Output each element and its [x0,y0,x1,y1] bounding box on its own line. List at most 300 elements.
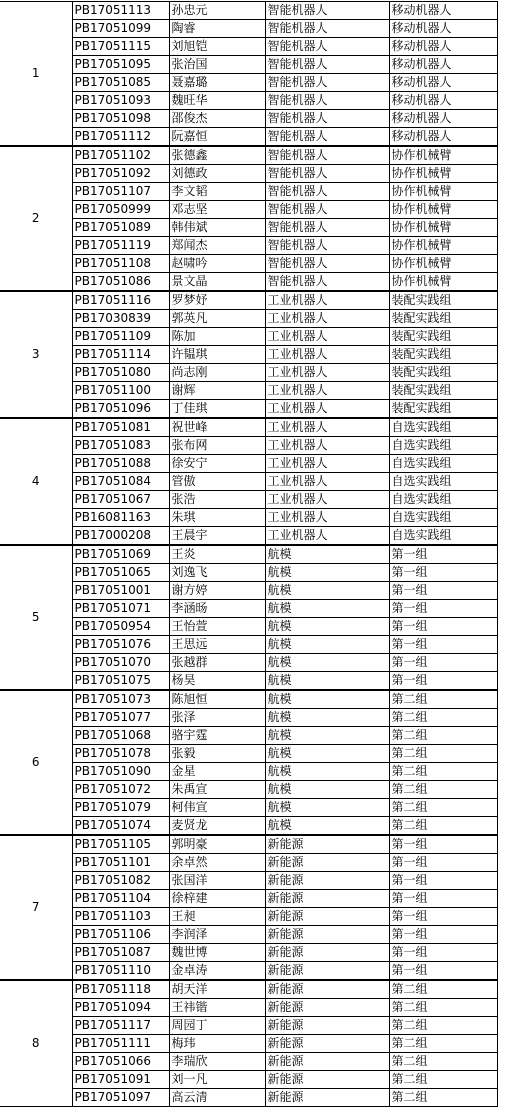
student-name-cell: 张泽 [169,709,265,727]
project-cell: 航模 [265,690,389,709]
table-row [0,74,497,92]
table-row [0,219,497,237]
project-cell: 航模 [265,618,389,636]
subgroup-cell: 自选实践组 [389,527,497,546]
student-name-cell: 徐安宁 [169,455,265,473]
subgroup-cell: 移动机器人 [389,2,497,20]
project-cell: 航模 [265,781,389,799]
table-row [0,310,497,328]
student-name-cell: 张治国 [169,56,265,74]
student-id-cell: PB17051079 [72,799,169,817]
student-name-cell: 高云清 [169,1089,265,1107]
student-name-cell: 郭明豪 [169,835,265,854]
table-row [0,273,497,292]
project-cell: 工业机器人 [265,400,389,419]
student-id-cell: PB17051066 [72,1053,169,1071]
subgroup-cell: 装配实践组 [389,400,497,419]
table-row [0,56,497,74]
subgroup-cell: 移动机器人 [389,110,497,128]
project-cell: 智能机器人 [265,237,389,255]
student-name-cell: 谢方婷 [169,582,265,600]
table-row [0,745,497,763]
student-name-cell: 余卓然 [169,854,265,872]
project-cell: 工业机器人 [265,418,389,437]
subgroup-cell: 协作机械臂 [389,273,497,292]
table-row [0,545,497,564]
table-row [0,20,497,38]
subgroup-cell: 第一组 [389,636,497,654]
student-id-cell: PB17051084 [72,473,169,491]
table-row [0,1017,497,1035]
student-name-cell: 梅玮 [169,1035,265,1053]
student-name-cell: 祝世峰 [169,418,265,437]
subgroup-cell: 第一组 [389,835,497,854]
student-id-cell: PB17051108 [72,255,169,273]
project-cell: 新能源 [265,835,389,854]
student-name-cell: 李涵旸 [169,600,265,618]
student-name-cell: 赵啸吟 [169,255,265,273]
student-name-cell: 刘逸飞 [169,564,265,582]
project-cell: 新能源 [265,962,389,981]
project-cell: 新能源 [265,1053,389,1071]
table-row [0,799,497,817]
subgroup-cell: 第二组 [389,1071,497,1089]
student-id-cell: PB17051113 [72,2,169,20]
subgroup-cell: 第二组 [389,999,497,1017]
project-cell: 工业机器人 [265,491,389,509]
group-number-cell: 4 [0,418,72,545]
student-id-cell: PB17050954 [72,618,169,636]
student-id-cell: PB17051072 [72,781,169,799]
student-name-cell: 李瑞欣 [169,1053,265,1071]
subgroup-cell: 协作机械臂 [389,237,497,255]
table-row [0,908,497,926]
project-cell: 智能机器人 [265,92,389,110]
student-name-cell: 邓志坚 [169,201,265,219]
table-row [0,672,497,691]
subgroup-cell: 装配实践组 [389,310,497,328]
project-cell: 航模 [265,636,389,654]
group-number-cell: 1 [0,2,72,147]
student-id-cell: PB17051106 [72,926,169,944]
group-number-cell: 2 [0,146,72,291]
subgroup-cell: 自选实践组 [389,455,497,473]
project-cell: 智能机器人 [265,2,389,20]
project-cell: 智能机器人 [265,128,389,147]
student-id-cell: PB17051115 [72,38,169,56]
subgroup-cell: 第一组 [389,582,497,600]
student-id-cell: PB17051077 [72,709,169,727]
student-id-cell: PB17051076 [72,636,169,654]
student-name-cell: 杨昊 [169,672,265,691]
project-cell: 智能机器人 [265,56,389,74]
subgroup-cell: 第一组 [389,545,497,564]
table-row [0,781,497,799]
subgroup-cell: 第二组 [389,1035,497,1053]
project-cell: 智能机器人 [265,273,389,292]
project-cell: 工业机器人 [265,328,389,346]
table-row [0,491,497,509]
subgroup-cell: 第二组 [389,980,497,999]
student-id-cell: PB17051065 [72,564,169,582]
subgroup-cell: 自选实践组 [389,491,497,509]
subgroup-cell: 协作机械臂 [389,183,497,201]
project-cell: 新能源 [265,1017,389,1035]
student-name-cell: 张越群 [169,654,265,672]
project-cell: 航模 [265,672,389,691]
subgroup-cell: 移动机器人 [389,56,497,74]
subgroup-cell: 第一组 [389,618,497,636]
table-row [0,1071,497,1089]
subgroup-cell: 第二组 [389,1053,497,1071]
subgroup-cell: 第一组 [389,908,497,926]
project-cell: 工业机器人 [265,310,389,328]
subgroup-cell: 移动机器人 [389,128,497,147]
table-row [0,364,497,382]
group-number-cell: 5 [0,545,72,690]
subgroup-cell: 装配实践组 [389,291,497,310]
student-id-cell: PB17051068 [72,727,169,745]
group-roster-table [0,1,498,1107]
student-name-cell: 尚志刚 [169,364,265,382]
student-id-cell: PB17051073 [72,690,169,709]
student-id-cell: PB17051112 [72,128,169,147]
project-cell: 工业机器人 [265,291,389,310]
subgroup-cell: 装配实践组 [389,328,497,346]
group-number-cell: 8 [0,980,72,1107]
student-id-cell: PB17051100 [72,382,169,400]
project-cell: 智能机器人 [265,255,389,273]
student-id-cell: PB17051087 [72,944,169,962]
student-name-cell: 孙忠元 [169,2,265,20]
subgroup-cell: 第二组 [389,799,497,817]
student-name-cell: 罗梦妤 [169,291,265,310]
student-name-cell: 王昶 [169,908,265,926]
student-id-cell: PB17051099 [72,20,169,38]
subgroup-cell: 协作机械臂 [389,255,497,273]
project-cell: 航模 [265,582,389,600]
project-cell: 新能源 [265,854,389,872]
table-row [0,854,497,872]
student-id-cell: PB17051109 [72,328,169,346]
project-cell: 智能机器人 [265,183,389,201]
subgroup-cell: 第二组 [389,1089,497,1107]
student-id-cell: PB17051098 [72,110,169,128]
table-row [0,527,497,546]
student-id-cell: PB17051083 [72,437,169,455]
student-id-cell: PB17051092 [72,165,169,183]
project-cell: 航模 [265,654,389,672]
student-id-cell: PB17051075 [72,672,169,691]
student-id-cell: PB17051074 [72,817,169,836]
student-id-cell: PB17051096 [72,400,169,419]
group-number-cell: 6 [0,690,72,835]
table-row [0,835,497,854]
project-cell: 航模 [265,763,389,781]
student-id-cell: PB16081163 [72,509,169,527]
table-row [0,146,497,165]
table-row [0,1053,497,1071]
table-row [0,183,497,201]
student-id-cell: PB17030839 [72,310,169,328]
subgroup-cell: 第二组 [389,727,497,745]
table-row [0,38,497,56]
student-name-cell: 韩伟斌 [169,219,265,237]
student-name-cell: 管傲 [169,473,265,491]
student-id-cell: PB17051101 [72,854,169,872]
student-name-cell: 张毅 [169,745,265,763]
student-name-cell: 许韫琪 [169,346,265,364]
roster-body [0,2,497,1107]
table-row [0,582,497,600]
student-id-cell: PB17051067 [72,491,169,509]
project-cell: 智能机器人 [265,146,389,165]
subgroup-cell: 装配实践组 [389,346,497,364]
subgroup-cell: 自选实践组 [389,473,497,491]
subgroup-cell: 自选实践组 [389,437,497,455]
student-id-cell: PB17051114 [72,346,169,364]
project-cell: 智能机器人 [265,20,389,38]
group-number-cell: 7 [0,835,72,980]
student-name-cell: 张布网 [169,437,265,455]
table-row [0,328,497,346]
table-row [0,2,497,20]
student-name-cell: 郭英凡 [169,310,265,328]
student-name-cell: 阮嘉恒 [169,128,265,147]
student-id-cell: PB17051111 [72,1035,169,1053]
subgroup-cell: 协作机械臂 [389,219,497,237]
project-cell: 新能源 [265,872,389,890]
student-id-cell: PB17051118 [72,980,169,999]
project-cell: 新能源 [265,908,389,926]
table-row [0,455,497,473]
student-id-cell: PB17051001 [72,582,169,600]
subgroup-cell: 第一组 [389,890,497,908]
student-name-cell: 麦贤龙 [169,817,265,836]
table-row [0,999,497,1017]
table-row [0,817,497,836]
table-row [0,92,497,110]
subgroup-cell: 第二组 [389,709,497,727]
student-id-cell: PB17051107 [72,183,169,201]
student-name-cell: 邵俊杰 [169,110,265,128]
student-name-cell: 周园丁 [169,1017,265,1035]
project-cell: 新能源 [265,1035,389,1053]
table-row [0,237,497,255]
subgroup-cell: 装配实践组 [389,382,497,400]
student-name-cell: 王晨宇 [169,527,265,546]
project-cell: 航模 [265,727,389,745]
student-name-cell: 景文晶 [169,273,265,292]
student-name-cell: 徐梓建 [169,890,265,908]
student-id-cell: PB17051105 [72,835,169,854]
project-cell: 航模 [265,545,389,564]
student-name-cell: 谢辉 [169,382,265,400]
table-row [0,690,497,709]
student-id-cell: PB17051093 [72,92,169,110]
project-cell: 新能源 [265,890,389,908]
subgroup-cell: 第一组 [389,872,497,890]
subgroup-cell: 第一组 [389,962,497,981]
subgroup-cell: 协作机械臂 [389,146,497,165]
subgroup-cell: 移动机器人 [389,74,497,92]
table-row [0,255,497,273]
student-name-cell: 张国洋 [169,872,265,890]
table-row [0,110,497,128]
table-row [0,400,497,419]
student-name-cell: 陶睿 [169,20,265,38]
project-cell: 工业机器人 [265,346,389,364]
table-row [0,727,497,745]
subgroup-cell: 第二组 [389,690,497,709]
student-name-cell: 张浩 [169,491,265,509]
student-id-cell: PB17050999 [72,201,169,219]
student-id-cell: PB17051071 [72,600,169,618]
student-name-cell: 朱禹宣 [169,781,265,799]
table-row [0,201,497,219]
project-cell: 新能源 [265,1071,389,1089]
project-cell: 智能机器人 [265,165,389,183]
student-name-cell: 张德鑫 [169,146,265,165]
student-name-cell: 刘一凡 [169,1071,265,1089]
project-cell: 新能源 [265,944,389,962]
student-id-cell: PB17051097 [72,1089,169,1107]
subgroup-cell: 第二组 [389,763,497,781]
subgroup-cell: 第二组 [389,781,497,799]
student-name-cell: 金星 [169,763,265,781]
student-id-cell: PB17051069 [72,545,169,564]
student-id-cell: PB17051104 [72,890,169,908]
table-row [0,600,497,618]
subgroup-cell: 协作机械臂 [389,165,497,183]
subgroup-cell: 第一组 [389,564,497,582]
project-cell: 工业机器人 [265,437,389,455]
group-number-cell: 3 [0,291,72,418]
subgroup-cell: 第一组 [389,926,497,944]
table-row [0,564,497,582]
table-row [0,962,497,981]
subgroup-cell: 自选实践组 [389,418,497,437]
student-name-cell: 骆宇霆 [169,727,265,745]
table-row [0,872,497,890]
project-cell: 航模 [265,817,389,836]
student-name-cell: 陈加 [169,328,265,346]
student-name-cell: 李润泽 [169,926,265,944]
project-cell: 智能机器人 [265,110,389,128]
project-cell: 工业机器人 [265,455,389,473]
student-id-cell: PB17051089 [72,219,169,237]
student-id-cell: PB17051116 [72,291,169,310]
student-name-cell: 王祎锴 [169,999,265,1017]
student-id-cell: PB17051110 [72,962,169,981]
table-row [0,890,497,908]
project-cell: 工业机器人 [265,364,389,382]
project-cell: 工业机器人 [265,527,389,546]
table-row [0,709,497,727]
subgroup-cell: 第二组 [389,1017,497,1035]
student-name-cell: 郑闻杰 [169,237,265,255]
project-cell: 航模 [265,799,389,817]
subgroup-cell: 自选实践组 [389,509,497,527]
project-cell: 新能源 [265,980,389,999]
table-row [0,382,497,400]
subgroup-cell: 移动机器人 [389,92,497,110]
subgroup-cell: 移动机器人 [389,38,497,56]
student-name-cell: 胡天洋 [169,980,265,999]
project-cell: 智能机器人 [265,74,389,92]
student-id-cell: PB17000208 [72,527,169,546]
table-row [0,473,497,491]
subgroup-cell: 第一组 [389,854,497,872]
student-name-cell: 王思远 [169,636,265,654]
student-id-cell: PB17051091 [72,1071,169,1089]
subgroup-cell: 第一组 [389,672,497,691]
student-name-cell: 金卓涛 [169,962,265,981]
student-id-cell: PB17051094 [72,999,169,1017]
student-id-cell: PB17051086 [72,273,169,292]
project-cell: 新能源 [265,1089,389,1107]
table-row [0,944,497,962]
student-id-cell: PB17051088 [72,455,169,473]
student-name-cell: 刘旭铠 [169,38,265,56]
subgroup-cell: 移动机器人 [389,20,497,38]
subgroup-cell: 第二组 [389,817,497,836]
table-row [0,636,497,654]
project-cell: 智能机器人 [265,38,389,56]
student-id-cell: PB17051085 [72,74,169,92]
project-cell: 航模 [265,600,389,618]
table-row [0,926,497,944]
table-row [0,418,497,437]
project-cell: 新能源 [265,999,389,1017]
subgroup-cell: 第一组 [389,600,497,618]
student-name-cell: 朱琪 [169,509,265,527]
table-row [0,346,497,364]
student-id-cell: PB17051102 [72,146,169,165]
student-name-cell: 李文韬 [169,183,265,201]
subgroup-cell: 第二组 [389,745,497,763]
student-name-cell: 王炎 [169,545,265,564]
student-name-cell: 魏旺华 [169,92,265,110]
student-id-cell: PB17051078 [72,745,169,763]
table-row [0,128,497,147]
table-row [0,654,497,672]
table-row [0,1089,497,1107]
project-cell: 航模 [265,709,389,727]
table-row [0,980,497,999]
student-id-cell: PB17051103 [72,908,169,926]
student-name-cell: 聂嘉璐 [169,74,265,92]
project-cell: 智能机器人 [265,219,389,237]
project-cell: 工业机器人 [265,382,389,400]
table-row [0,509,497,527]
subgroup-cell: 协作机械臂 [389,201,497,219]
table-row [0,763,497,781]
student-name-cell: 陈旭恒 [169,690,265,709]
project-cell: 航模 [265,564,389,582]
project-cell: 工业机器人 [265,509,389,527]
student-id-cell: PB17051080 [72,364,169,382]
project-cell: 新能源 [265,926,389,944]
project-cell: 航模 [265,745,389,763]
student-id-cell: PB17051090 [72,763,169,781]
project-cell: 工业机器人 [265,473,389,491]
subgroup-cell: 第一组 [389,654,497,672]
student-name-cell: 魏世博 [169,944,265,962]
student-id-cell: PB17051081 [72,418,169,437]
student-name-cell: 刘德政 [169,165,265,183]
student-id-cell: PB17051095 [72,56,169,74]
